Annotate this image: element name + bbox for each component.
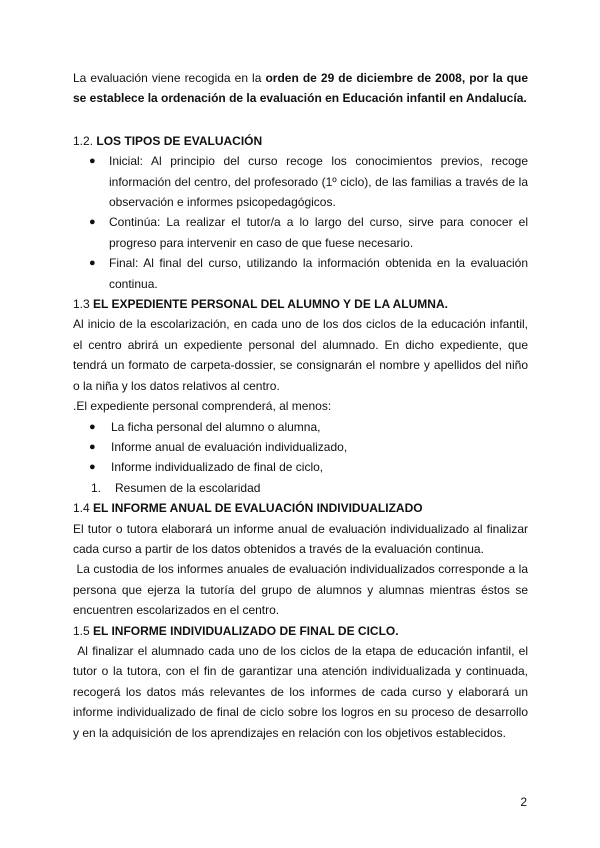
intro-paragraph [73, 68, 528, 109]
body-paragraph: El tutor o tutora elaborará un informe anual de evaluación individualizado al finalizar cada curso a partir de los datos obtenidos a través de la evaluación continua. [73, 521, 528, 556]
section-title: EL INFORME INDIVIDUALIZADO DE FINAL DE CICLO. [93, 623, 399, 638]
body-paragraph: Al finalizar el alumnado cada uno de los ciclos de la etapa de educación infantil, el tutor o la tutora, con el fin de garantizar una atención individualizada y continuada, recogerá los datos más relevantes de los informes de cada curso y elaborará un informe individualizado de final de ciclo sobre los logros en su proceso de desarrollo y en la adquisición de los aprendizajes en relación con los objetivos establecidos. [73, 643, 532, 740]
list-number: 1. [91, 480, 102, 495]
section-title: EL EXPEDIENTE PERSONAL DEL ALUMNO Y DE LA ALUMNA. [93, 297, 448, 312]
section-title: LOS TIPOS DE EVALUACIÓN [96, 133, 263, 148]
list-item-text: Informe individualizado de final de ciclo, [111, 460, 324, 475]
intro-text: La evaluación viene recogida en la [73, 71, 266, 85]
evaluation-types-list [73, 151, 528, 294]
document-page [73, 68, 532, 743]
bullet-icon: ● [89, 155, 96, 168]
bullet-icon: ● [89, 420, 96, 433]
section-heading-1-3 [73, 294, 528, 314]
list-item [73, 253, 528, 294]
list-item-text: Informe anual de evaluación individualizado, [111, 439, 348, 454]
section-heading-1-5 [73, 621, 528, 641]
section-title: EL INFORME ANUAL DE EVALUACIÓN INDIVIDUALIZADO [93, 501, 423, 516]
list-item [73, 437, 528, 457]
body-paragraph: .El expediente personal comprenderá, al menos: [73, 399, 332, 414]
section-number: 1.2. [73, 133, 97, 148]
body-paragraph: La custodia de los informes anuales de evaluación individualizados corresponde a la persona que ejerza la tutoría del grupo de alumnos y alumnas mientras éstos se encuentren escolarizados en el centro. [73, 562, 532, 618]
section-number: 1.4 [73, 501, 94, 516]
intro-bold-text: orden de 29 de diciembre de 2008, por la que se establece la ordenación de la evaluación en Educación infantil en Andalucía. [73, 71, 529, 106]
bullet-icon: ● [89, 216, 96, 229]
list-item-text: Inicial: Al principio del curso recoge los conocimientos previos, recoge información del centro, del profesorado (1º ciclo), de las familias a través de la observación e informes psicopedagógicos. [109, 154, 528, 210]
list-item-text: Continúa: La realizar el tutor/a a lo largo del curso, sirve para conocer el progreso para intervenir en caso de que fuese necesario. [109, 215, 528, 250]
section-heading-1-2 [73, 131, 528, 151]
bullet-icon: ● [89, 257, 96, 270]
list-item [73, 478, 528, 498]
body-paragraph: Al inicio de la escolarización, en cada uno de los dos ciclos de la educación infantil, el centro abrirá un expediente personal del alumnado. En dicho expediente, que tendrá un formato de carpeta-dossier, se consignarán el nombre y apellidos del niño o la niña y los datos relativos al centro. [73, 317, 528, 393]
list-item-text: Resumen de la escolaridad [115, 480, 261, 495]
page-number: 2 [520, 795, 527, 809]
bullet-icon: ● [89, 461, 96, 474]
bullet-icon: ● [89, 440, 96, 453]
list-item-text: Final: Al final del curso, utilizando la información obtenida en la evaluación continua. [109, 256, 528, 291]
section-number: 1.3 [73, 297, 94, 312]
section-number: 1.5 [73, 623, 94, 638]
list-item [73, 212, 528, 253]
list-item [73, 417, 528, 437]
expediente-contents-list [73, 417, 528, 499]
list-item [73, 457, 528, 477]
list-item [73, 151, 528, 212]
list-item-text: La ficha personal del alumno o alumna, [111, 419, 321, 434]
section-heading-1-4 [73, 498, 528, 518]
